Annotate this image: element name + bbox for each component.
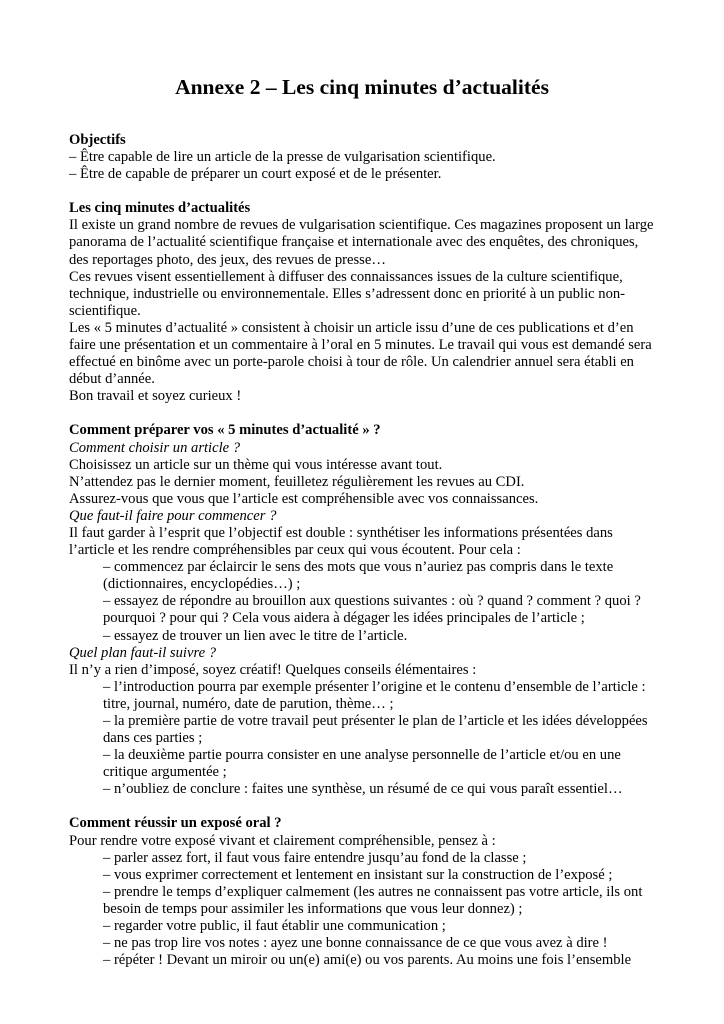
paragraph-line: l’article et les rendre compréhensibles par ceux qui vous écoutent. Pour cela : [69, 542, 521, 559]
list-item: – parler assez fort, il faut vous faire entendre jusqu’au fond de la classe ; [103, 849, 527, 866]
subheading-plan: Quel plan faut-il suivre ? [69, 644, 216, 661]
list-item: critique argumentée ; [103, 764, 227, 781]
list-item: – répéter ! Devant un miroir ou un(e) ami(e) ou vos parents. Au moins une fois l’ensemble [103, 952, 632, 969]
subheading-choisir: Comment choisir un article ? [69, 439, 241, 456]
list-item: – ne pas trop lire vos notes : ayez une bonne connaissance de ce que vous avez à dire ! [103, 935, 608, 952]
list-item: pourquoi ? pour qui ? Cela vous aidera à dégager les idées principales de l’article ; [103, 610, 585, 627]
list-item: besoin de temps pour assimiler les informations que vous leur donnez) ; [103, 900, 523, 917]
list-item: – essayez de trouver un lien avec le titre de l’article. [103, 627, 408, 644]
objectif-item: – Être de capable de préparer un court exposé et de le présenter. [69, 166, 442, 183]
list-item: – prendre le temps d’expliquer calmement (les autres ne connaissent pas votre article, ils ont [103, 883, 643, 900]
paragraph-line: des reportages photo, des jeux, des revues de presse… [69, 251, 386, 268]
list-item: – vous exprimer correctement et lentement en insistant sur la construction de l’exposé ; [103, 866, 613, 883]
list-item: – la deuxième partie pourra consister en une analyse personnelle de l’article et/ou en une [103, 747, 621, 764]
section-heading-cinq-minutes: Les cinq minutes d’actualités [69, 200, 251, 217]
paragraph-line: Bon travail et soyez curieux ! [69, 388, 242, 405]
document-body [69, 132, 669, 969]
section-heading-expose: Comment réussir un exposé oral ? [69, 815, 282, 832]
subheading-commencer: Que faut-il faire pour commencer ? [69, 507, 277, 524]
list-item: – la première partie de votre travail peut présenter le plan de l’article et les idées développées [103, 713, 648, 729]
list-item: – regarder votre public, il faut établir une communication ; [103, 918, 446, 935]
objectif-item: – Être capable de lire un article de la presse de vulgarisation scientifique. [69, 149, 496, 166]
page-title: Annexe 2 – Les cinq minutes d’actualités [175, 75, 549, 99]
paragraph-line: Pour rendre votre exposé vivant et clairement compréhensible, pensez à : [69, 832, 496, 849]
list-item: – essayez de répondre au brouillon aux questions suivantes : où ? quand ? comment ? quoi ? [103, 593, 641, 610]
paragraph-line: panorama de l’actualité scientifique française et internationale avec des enquêtes, des chroniques, [69, 234, 639, 251]
paragraph-line: faire une présentation et un commentaire à l’oral en 5 minutes. Le travail qui vous est demandé sera [69, 337, 652, 354]
list-item: – n’oubliez de conclure : faites une synthèse, un résumé de ce qui vous paraît essentiel… [103, 781, 623, 798]
list-item: dans ces parties ; [103, 730, 203, 747]
paragraph-line: Il existe un grand nombre de revues de vulgarisation scientifique. Ces magazines proposent un large [69, 217, 654, 234]
list-item: – l’introduction pourra par exemple présenter l’origine et le contenu d’ensemble de l’article : [103, 678, 646, 695]
paragraph-line: scientifique. [69, 302, 141, 319]
list-item: – commencez par éclaircir le sens des mots que vous n’auriez pas compris dans le texte [103, 559, 614, 576]
section-heading-objectifs: Objectifs [69, 132, 126, 148]
list-item: (dictionnaires, encyclopédies…) ; [103, 576, 301, 593]
paragraph-line: Il faut garder à l’esprit que l’objectif est double : synthétiser les informations présentées dans [69, 524, 613, 541]
paragraph-line: Ces revues visent essentiellement à diffuser des connaissances issues de la culture scientifique, [69, 268, 623, 285]
paragraph-line: début d’année. [69, 371, 155, 388]
list-item: titre, journal, numéro, date de parution, thème… ; [103, 695, 394, 712]
paragraph-line: Les « 5 minutes d’actualité » consistent à choisir un article issu d’une de ces publications et d’en [69, 319, 634, 336]
paragraph-line: Choisissez un article sur un thème qui vous intéresse avant tout. [69, 456, 443, 473]
paragraph-line: Il n’y a rien d’imposé, soyez créatif! Quelques conseils élémentaires : [69, 661, 477, 678]
paragraph-line: Assurez-vous que vous que l’article est compréhensible avec vos connaissances. [69, 490, 539, 507]
section-heading-preparer: Comment préparer vos « 5 minutes d’actualité » ? [69, 422, 381, 439]
paragraph-line: N’attendez pas le dernier moment, feuilletez régulièrement les revues au CDI. [69, 473, 525, 490]
paragraph-line: technique, industrielle ou environnementale. Elles s’adressent donc en priorité à un public non- [69, 285, 626, 302]
paragraph-line: effectué en binôme avec un porte-parole choisi à tour de rôle. Un calendrier annuel sera établi en [69, 354, 634, 371]
